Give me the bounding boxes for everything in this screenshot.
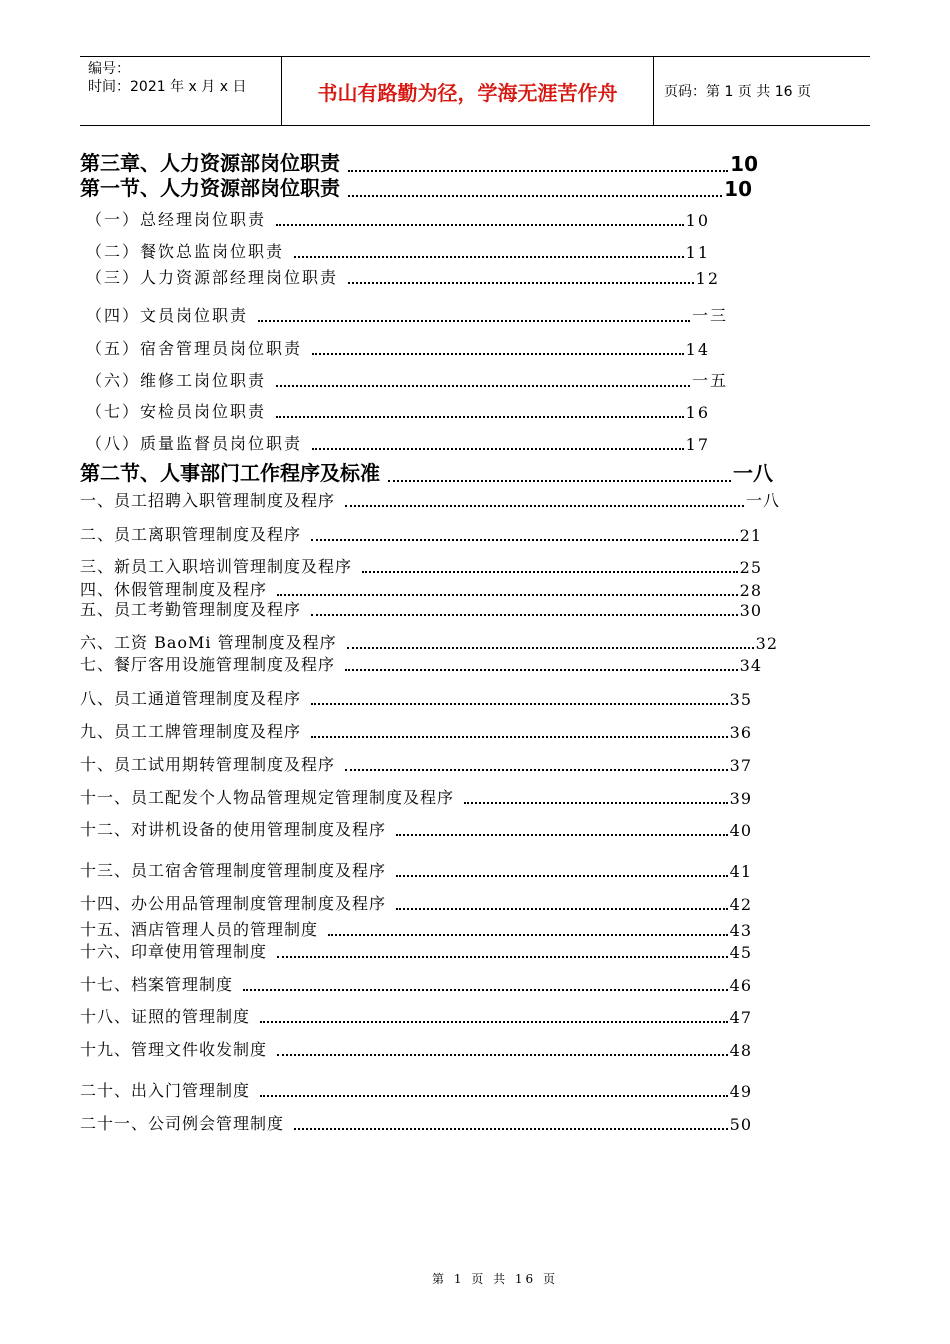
page-footer: 第 1 页 共 16 页 [432,1272,558,1286]
toc-entry-page: 46 [729,976,752,995]
toc-leader-dots [396,875,728,877]
toc-entry-page: 43 [729,921,752,940]
toc-entry-title: 第三章、人力资源部岗位职责 [80,151,340,175]
toc-entry-title: 第一节、人力资源部岗位职责 [80,176,340,200]
toc-leader-dots [345,669,738,671]
toc-leader-dots [276,385,690,387]
toc-entry-page: 21 [739,526,762,545]
toc-entry-title: 十三、员工宿舍管理制度管理制度及程序 [80,861,387,880]
page-header [80,56,870,126]
toc-entry-title: （四）文员岗位职责 [86,306,249,325]
toc-entry-title: （一）总经理岗位职责 [86,210,267,229]
toc-entry[interactable] [86,369,728,391]
toc-entry[interactable] [80,653,762,675]
toc-entry-title: 七、餐厅客用设施管理制度及程序 [80,655,336,674]
toc-entry-title: （五）宿舍管理员岗位职责 [86,339,303,358]
toc-leader-dots [277,1054,728,1056]
toc-entry-page: 一八 [733,461,773,485]
toc-entry[interactable] [80,687,752,709]
toc-leader-dots [345,505,744,507]
toc-entry[interactable] [80,753,752,775]
toc-entry[interactable] [80,555,762,577]
toc-leader-dots [277,956,728,958]
toc-leader-dots [311,614,738,616]
toc-entry[interactable] [80,598,762,620]
toc-entry-page: 10 [730,152,758,176]
toc-entry-page: 32 [755,634,778,653]
toc-entry[interactable] [80,489,780,511]
toc-leader-dots [276,224,684,226]
toc-entry[interactable] [80,1079,752,1101]
toc-entry-title: 六、工资 BaoMi 管理制度及程序 [80,633,337,652]
toc-entry[interactable] [80,892,752,914]
toc-entry[interactable] [80,1038,752,1060]
toc-entry[interactable] [80,973,752,995]
toc-entry-page: 17 [685,435,710,454]
toc-leader-dots [345,769,728,771]
toc-leader-dots [348,170,728,172]
toc-entry-title: （七）安检员岗位职责 [86,402,267,421]
toc-entry-title: 十二、对讲机设备的使用管理制度及程序 [80,820,387,839]
toc-entry-page: 45 [729,943,752,962]
toc-entry-title: 十九、管理文件收发制度 [80,1040,268,1059]
toc-leader-dots [311,703,728,705]
toc-entry-title: 十八、证照的管理制度 [80,1007,251,1026]
toc-entry-title: 二十、出入门管理制度 [80,1081,251,1100]
toc-entry-title: 十六、印章使用管理制度 [80,942,268,961]
toc-leader-dots [311,539,738,541]
toc-entry-page: 28 [739,581,762,600]
toc-entry-title: （八）质量监督员岗位职责 [86,434,303,453]
toc-leader-dots [294,1128,728,1130]
toc-entry-page: 36 [729,723,752,742]
toc-entry-page: 37 [729,756,752,775]
toc-entry-title: 二、员工离职管理制度及程序 [80,525,302,544]
toc-entry[interactable] [86,240,710,262]
toc-entry-title: 第二节、人事部门工作程序及标准 [80,461,380,485]
header-page-info: 页码：第 1 页 共 16 页 [664,84,811,100]
header-motto: 书山有路勤为径，学海无涯苦作舟 [282,57,654,125]
toc-leader-dots [348,282,694,284]
toc-entry-title: 八、员工通道管理制度及程序 [80,689,302,708]
toc-entry-page: 48 [729,1041,752,1060]
serial-label: 编号： [88,61,130,77]
toc-entry-page: 41 [729,862,752,881]
toc-entry-title: （二）餐饮总监岗位职责 [86,242,285,261]
toc-entry-title: 四、休假管理制度及程序 [80,580,268,599]
toc-leader-dots [396,908,728,910]
toc-leader-dots [258,320,690,322]
toc-leader-dots [348,195,722,197]
toc-entry-title: 十五、酒店管理人员的管理制度 [80,920,319,939]
toc-leader-dots [276,416,684,418]
toc-entry[interactable] [86,432,710,454]
toc-entry-page: 49 [729,1082,752,1101]
toc-entry[interactable] [80,150,758,176]
toc-entry-title: 二十一、公司例会管理制度 [80,1114,285,1133]
toc-entry-page: 35 [729,690,752,709]
toc-leader-dots [328,934,728,936]
toc-entry[interactable] [80,631,778,653]
toc-entry-page: 14 [685,340,710,359]
toc-entry-title: 三、新员工入职培训管理制度及程序 [80,557,353,576]
toc-entry-page: 11 [685,243,710,262]
toc-leader-dots [362,571,738,573]
toc-leader-dots [294,256,684,258]
toc-entry[interactable] [80,720,752,742]
toc-entry[interactable] [80,460,773,486]
toc-entry-page: 10 [724,177,752,201]
toc-entry[interactable] [86,337,710,359]
toc-leader-dots [260,1021,728,1023]
toc-leader-dots [312,448,684,450]
toc-entry[interactable] [80,523,762,545]
toc-entry-title: 一、员工招聘入职管理制度及程序 [80,491,336,510]
toc-entry[interactable] [86,208,710,230]
toc-entry-page: 42 [729,895,752,914]
toc-entry-title: 十七、档案管理制度 [80,975,234,994]
toc-entry[interactable] [80,1005,752,1027]
toc-leader-dots [260,1095,728,1097]
toc-entry-page: 12 [695,269,720,288]
toc-entry-title: 十四、办公用品管理制度管理制度及程序 [80,894,387,913]
toc-entry-page: 25 [739,558,762,577]
toc-leader-dots [396,834,728,836]
toc-entry[interactable] [80,175,752,201]
toc-entry-page: 16 [685,403,710,422]
toc-entry-page: 10 [685,211,710,230]
toc-entry-page: 34 [739,656,762,675]
date-label: 时间：2021 年 x 月 x 日 [88,79,247,95]
toc-entry[interactable] [80,786,752,808]
toc-leader-dots [312,353,684,355]
toc-leader-dots [277,594,738,596]
toc-entry[interactable] [86,304,728,326]
toc-entry-title: （三）人力资源部经理岗位职责 [86,268,339,287]
toc-entry-page: 一三 [691,306,728,325]
toc-entry-title: 九、员工工牌管理制度及程序 [80,722,302,741]
toc-entry-page: 30 [739,601,762,620]
toc-entry[interactable] [80,578,762,600]
toc-leader-dots [243,989,728,991]
toc-leader-dots [347,647,754,649]
toc-entry[interactable] [80,918,752,940]
toc-entry[interactable] [80,1112,752,1134]
toc-entry-page: 一五 [691,371,728,390]
toc-entry-page: 50 [729,1115,752,1134]
toc-entry-page: 47 [729,1008,752,1027]
header-meta [80,57,282,125]
toc-entry-page: 40 [729,821,752,840]
toc-entry[interactable] [80,859,752,881]
toc-leader-dots [311,736,728,738]
toc-leader-dots [464,802,728,804]
toc-entry[interactable] [80,940,752,962]
toc-entry[interactable] [80,818,752,840]
toc-entry-title: 十、员工试用期转管理制度及程序 [80,755,336,774]
toc-entry-title: 十一、员工配发个人物品管理规定管理制度及程序 [80,788,455,807]
toc-entry[interactable] [86,266,720,288]
toc-entry-title: 五、员工考勤管理制度及程序 [80,600,302,619]
toc-entry-page: 一八 [745,491,780,510]
toc-leader-dots [388,480,731,482]
toc-entry-title: （六）维修工岗位职责 [86,371,267,390]
toc-entry-page: 39 [729,789,752,808]
toc-entry[interactable] [86,400,710,422]
